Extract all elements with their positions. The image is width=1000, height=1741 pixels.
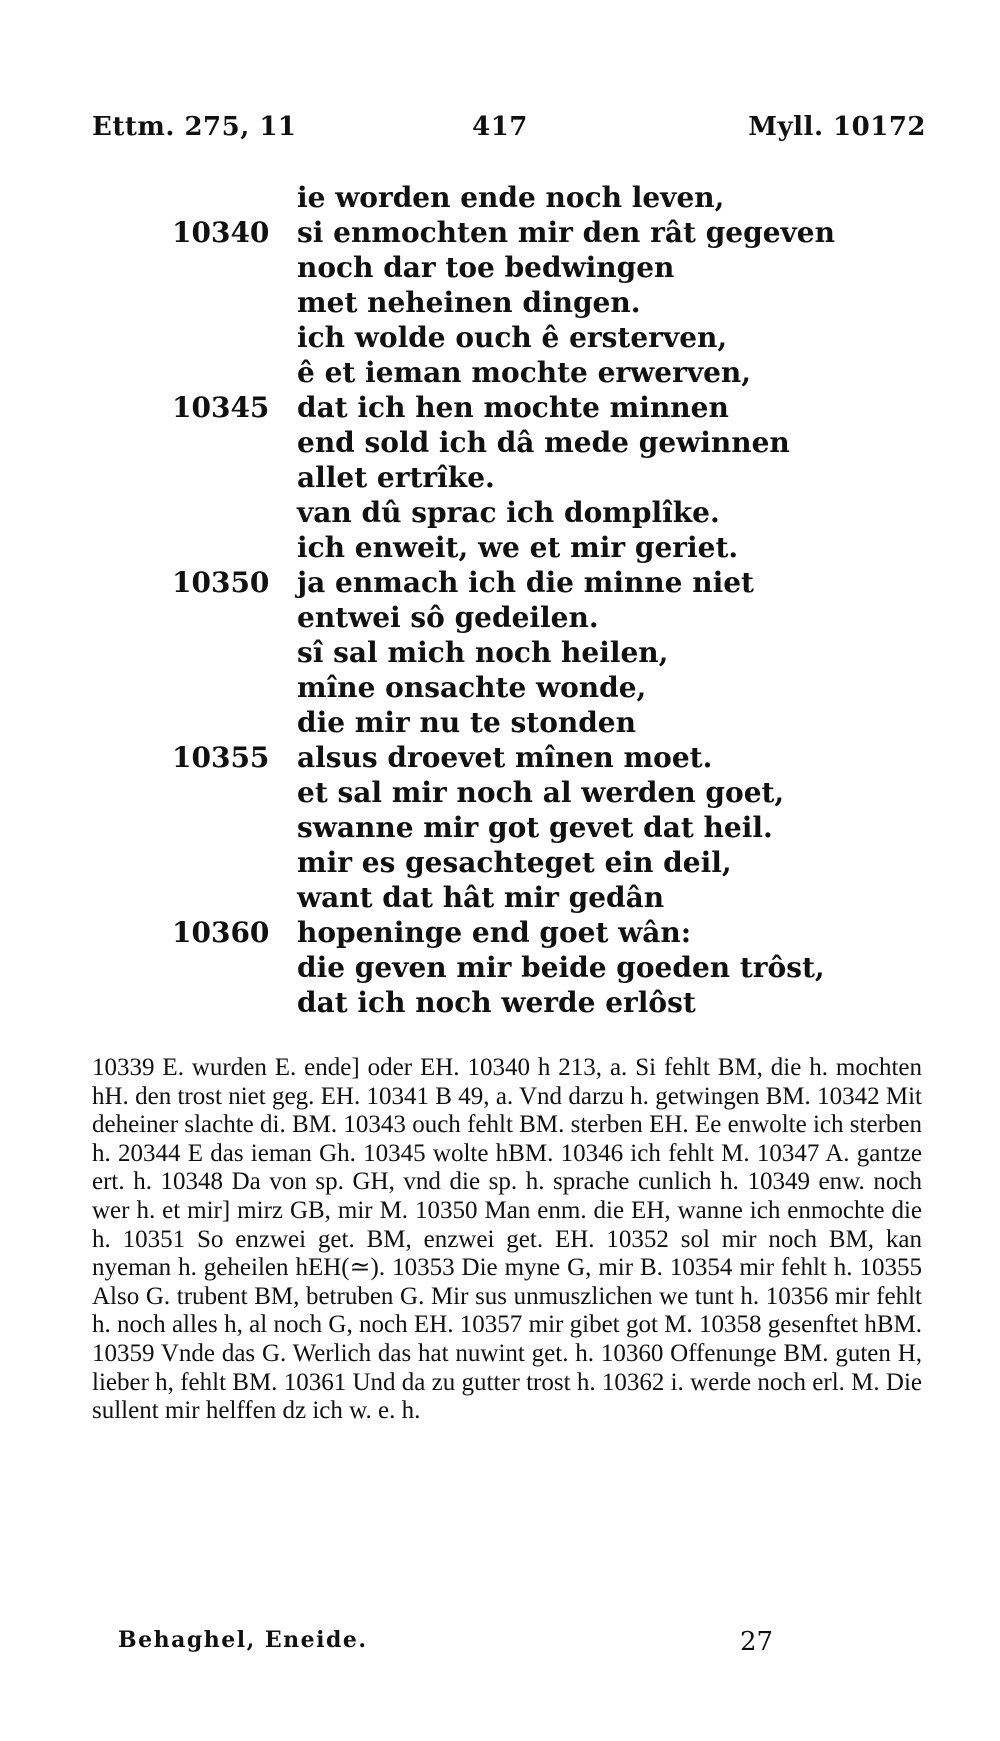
- verse-text: van dû sprac ich domplîke.: [297, 496, 720, 529]
- verse-text: entwei sô gedeilen.: [297, 601, 599, 634]
- verse-number: 10345: [172, 391, 270, 424]
- verse-number: 10340: [172, 216, 270, 249]
- critical-apparatus: [92, 1054, 922, 1426]
- verse-text: mîne onsachte wonde,: [297, 671, 647, 704]
- verse-text: ich wolde ouch ê ersterven,: [297, 321, 728, 354]
- verse-line: [0, 285, 1000, 320]
- running-head-right: Myll. 10172: [748, 112, 926, 142]
- verse-line: [0, 670, 1000, 705]
- verse-text: noch dar toe bedwingen: [297, 251, 675, 284]
- verse-line: [0, 180, 1000, 215]
- verse-line: [0, 425, 1000, 460]
- verse-text: dat ich hen mochte minnen: [297, 391, 729, 424]
- verse-text: want dat hât mir gedân: [297, 881, 665, 914]
- verse-text: ie worden ende noch leven,: [297, 181, 725, 214]
- verse-number: 10350: [172, 566, 270, 599]
- verse-text: swanne mir got gevet dat heil.: [297, 811, 773, 844]
- verse-line: [0, 810, 1000, 845]
- verse-text: alsus droevet mînen moet.: [297, 741, 713, 774]
- verse-line: [0, 600, 1000, 635]
- verse-line: [0, 565, 1000, 600]
- verse-block: [0, 180, 1000, 1020]
- verse-line: [0, 320, 1000, 355]
- verse-text: ich enweit, we et mir geriet.: [297, 531, 739, 564]
- verse-line: [0, 495, 1000, 530]
- verse-line: [0, 775, 1000, 810]
- page-number: 417: [472, 112, 528, 142]
- verse-line: [0, 215, 1000, 250]
- verse-text: allet ertrîke.: [297, 461, 495, 494]
- verse-line: [0, 635, 1000, 670]
- verse-text: die mir nu te stonden: [297, 706, 636, 739]
- verse-text: dat ich noch werde erlôst: [297, 986, 696, 1019]
- signature-number: 27: [740, 1627, 774, 1657]
- verse-text: end sold ich dâ mede gewinnen: [297, 426, 790, 459]
- verse-text: hopeninge end goet wân:: [297, 916, 692, 949]
- verse-text: ê et ieman mochte erwerven,: [297, 356, 752, 389]
- verse-text: met neheinen dingen.: [297, 286, 641, 319]
- verse-line: [0, 250, 1000, 285]
- verse-line: [0, 740, 1000, 775]
- verse-line: [0, 950, 1000, 985]
- verse-text: et sal mir noch al werden goet,: [297, 776, 785, 809]
- verse-line: [0, 390, 1000, 425]
- verse-line: [0, 530, 1000, 565]
- apparatus-text: 10339 E. wurden E. ende] oder EH. 10340 h 213, a. Si fehlt BM, die h. mochten hH. den trost niet geg. EH. 10341 B 49, a. Vnd darzu h. getwingen BM. 10342 Mit deheiner slachte di. BM. 10343 ouch fehlt BM. sterben EH. Ee enwolte ich sterben h. 20344 E das ieman Gh. 10345 wolte hBM. 10346 ich fehlt M. 10347 A. gantze ert. h. 10348 Da von sp. GH, vnd die sp. h. sprache cunlich h. 10349 enw. noch wer h. et mir] mirz GB, mir M. 10350 Man enm. die EH, wanne ich enmochte die h. 10351 So enzwei get. BM, enzwei get. EH. 10352 sol mir noch BM, kan nyeman h. geheilen hEH(≃). 10353 Die myne G, mir B. 10354 mir fehlt h. 10355 Also G. trubent BM, betruben G. Mir sus unmuszlichen we tunt h. 10356 mir fehlt h. noch alles h, al noch G, noch EH. 10357 mir gibet got M. 10358 gesenftet hBM. 10359 Vnde das G. Werlich das hat nuwint get. h. 10360 Offenunge BM. guten H, lieber h, fehlt BM. 10361 Und da zu gutter trost h. 10362 i. werde noch erl. M. Die sullent mir helffen dz ich w. e. h.: [92, 1054, 922, 1425]
- running-head-left: Ettm. 275, 11: [92, 112, 297, 142]
- verse-line: [0, 705, 1000, 740]
- verse-number: 10360: [172, 916, 270, 949]
- verse-line: [0, 460, 1000, 495]
- verse-line: [0, 915, 1000, 950]
- verse-text: mir es gesachteget ein deil,: [297, 846, 732, 879]
- verse-line: [0, 355, 1000, 390]
- verse-text: ja enmach ich die minne niet: [297, 566, 754, 599]
- verse-line: [0, 845, 1000, 880]
- verse-number: 10355: [172, 741, 270, 774]
- signature-mark: Behaghel, Eneide.: [118, 1627, 368, 1653]
- verse-line: [0, 880, 1000, 915]
- verse-line: [0, 985, 1000, 1020]
- verse-text: si enmochten mir den rât gegeven: [297, 216, 835, 249]
- verse-text: die geven mir beide goeden trôst,: [297, 951, 825, 984]
- verse-text: sî sal mich noch heilen,: [297, 636, 669, 669]
